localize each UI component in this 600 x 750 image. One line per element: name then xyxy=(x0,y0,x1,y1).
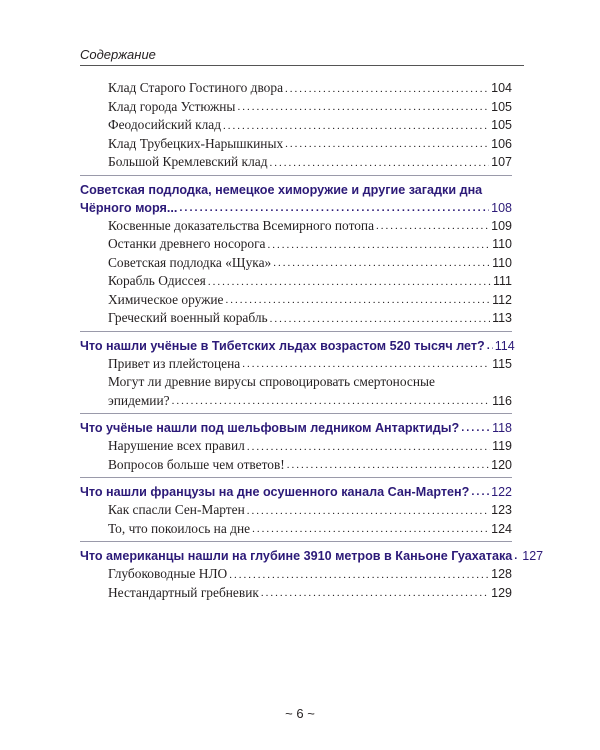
toc-entry[interactable]: Глубоководные НЛО ..... 128 xyxy=(80,565,512,584)
toc-entry[interactable]: Могут ли древние вирусы спровоцировать смертоносные эпидемии? ..... 116 xyxy=(80,373,512,410)
page-number: 128 xyxy=(491,567,512,581)
page-number: 111 xyxy=(492,274,512,288)
page-number: 124 xyxy=(491,521,512,536)
toc-section-black-sea xyxy=(80,176,512,332)
page-number: 106 xyxy=(491,136,512,151)
page-number: 113 xyxy=(492,311,512,325)
section-title[interactable]: Что американцы нашли на глубине 3910 метров в Каньоне Гуахатака ..... 127 xyxy=(80,543,512,565)
toc-entry[interactable]: Клад Трубецких-Нарышкиных ..... 106 xyxy=(80,135,512,154)
page-number: 118 xyxy=(492,421,512,435)
page-footer-number: ~ 6 ~ xyxy=(285,706,315,721)
page-number: 110 xyxy=(492,255,512,270)
toc-entry[interactable]: Нарушение всех правил ..... 119 xyxy=(80,437,512,456)
page-number: 109 xyxy=(491,218,512,233)
page-number: 120 xyxy=(491,457,512,472)
section-title[interactable]: Что нашли французы на дне осушенного канала Сан-Мартен? ..... 122 xyxy=(80,479,512,501)
toc-entry[interactable]: То, что покоилось на дне ..... 124 xyxy=(80,520,512,539)
toc-entry[interactable]: Советская подлодка «Щука» ..... 110 xyxy=(80,254,512,273)
toc-entry[interactable]: Греческий военный корабль ..... 113 xyxy=(80,309,512,328)
page-number: 122 xyxy=(491,485,512,499)
page-number: 114 xyxy=(494,338,515,353)
toc-entry[interactable]: Нестандартный гребневик ..... 129 xyxy=(80,584,512,603)
section-title[interactable] xyxy=(80,177,512,217)
page-number: 105 xyxy=(491,99,512,114)
page-number: 107 xyxy=(491,155,512,169)
toc-entry[interactable]: Вопросов больше чем ответов! ..... 120 xyxy=(80,456,512,475)
toc-entry[interactable]: Косвенные доказательства Всемирного потопа ..... 109 xyxy=(80,217,512,236)
page-number: 127 xyxy=(522,549,544,563)
page-number: 104 xyxy=(491,81,512,95)
toc-entry[interactable]: Феодосийский клад ..... 105 xyxy=(80,116,512,135)
table-of-contents xyxy=(80,78,544,605)
page-number: 129 xyxy=(491,585,512,600)
running-header: Содержание xyxy=(80,47,156,62)
page-number: 112 xyxy=(492,292,512,307)
page-number: 105 xyxy=(491,118,512,132)
page-number: 119 xyxy=(492,439,512,453)
header-divider xyxy=(80,65,524,66)
toc-section-treasures xyxy=(80,78,512,176)
toc-section-saint-martin xyxy=(80,478,512,542)
section-title[interactable]: Что нашли учёные в Тибетских льдах возрастом 520 тысяч лет? ..... 114 xyxy=(80,333,512,355)
toc-entry[interactable]: Клад Старого Гостиного двора ..... 104 xyxy=(80,79,512,98)
toc-entry[interactable]: Химическое оружие ..... 112 xyxy=(80,291,512,310)
page-number: 110 xyxy=(492,237,512,251)
page-number: 115 xyxy=(492,356,512,371)
page-number: 108 xyxy=(491,200,512,215)
toc-entry[interactable]: Корабль Одиссея ..... 111 xyxy=(80,272,512,291)
toc-entry[interactable]: Как спасли Сен-Мартен ..... 123 xyxy=(80,501,512,520)
toc-entry[interactable]: Большой Кремлевский клад ..... 107 xyxy=(80,153,512,172)
toc-entry[interactable]: Привет из плейстоцена ..... 115 xyxy=(80,355,512,374)
section-title[interactable]: Что учёные нашли под шельфовым ледником Антарктиды? ..... 118 xyxy=(80,415,512,437)
section-title-line: Чёрного моря... xyxy=(80,200,178,215)
toc-section-tibet xyxy=(80,332,515,415)
toc-entry[interactable]: Клад города Устюжны ..... 105 xyxy=(80,98,512,117)
section-title-line: Советская подлодка, немецкое химоружие и другие загадки дна xyxy=(80,182,483,197)
toc-section-canyon xyxy=(80,542,544,605)
page-number: 123 xyxy=(491,503,512,517)
toc-section-antarctica xyxy=(80,414,512,478)
page-number: 116 xyxy=(492,393,512,408)
toc-entry[interactable]: Останки древнего носорога ..... 110 xyxy=(80,235,512,254)
